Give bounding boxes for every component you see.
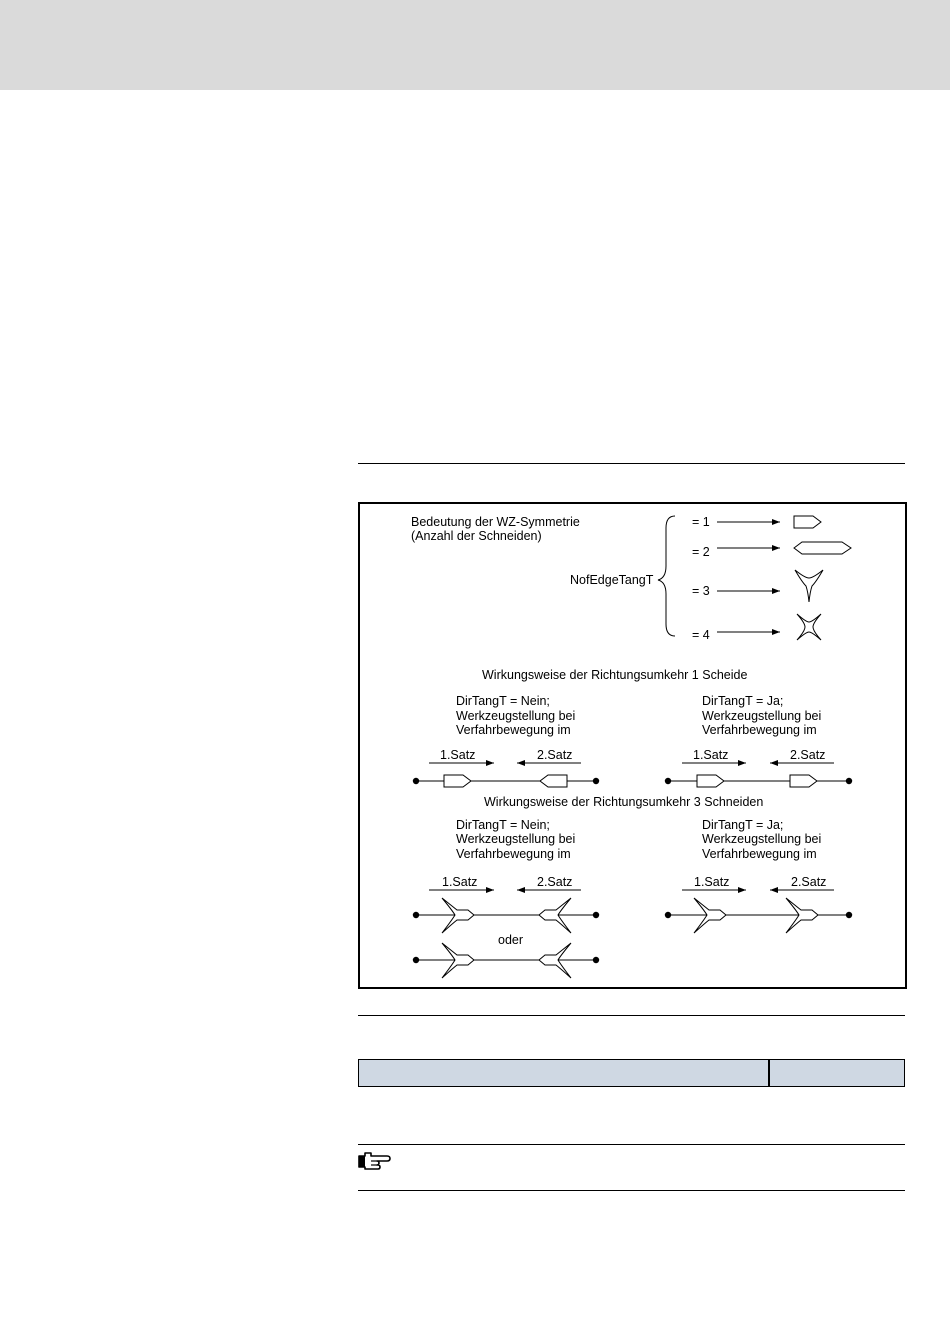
table-header-row	[358, 1059, 905, 1087]
block-1-label: 1.Satz	[693, 748, 729, 762]
right-caption-line-2: Werkzeugstellung bei	[702, 832, 822, 846]
tool-4-edge-icon	[797, 614, 821, 640]
block-2-label: 2.Satz	[790, 748, 826, 762]
option-2-label: = 2	[692, 545, 710, 559]
right-caption-line-1: DirTangT = Ja;	[702, 818, 784, 832]
block-1-label: 1.Satz	[694, 875, 730, 889]
page-header-band	[0, 0, 950, 90]
right-caption-line-2: Werkzeugstellung bei	[702, 709, 822, 723]
tool-1-edge-icon	[794, 516, 821, 528]
left-caption-line-1: DirTangT = Nein;	[456, 694, 550, 708]
brace	[658, 516, 675, 636]
left-caption-line-1: DirTangT = Nein;	[456, 818, 550, 832]
tool-2-edge-icon	[794, 542, 851, 554]
option-4-label: = 4	[692, 628, 710, 642]
right-caption-line-1: DirTangT = Ja;	[702, 694, 784, 708]
left-caption-line-2: Werkzeugstellung bei	[456, 709, 576, 723]
param-name: NofEdgeTangT	[570, 573, 654, 587]
rule-note-bottom	[358, 1190, 905, 1191]
right-caption-line-3: Verfahrbewegung im	[702, 847, 817, 861]
figure-frame	[358, 502, 907, 989]
option-1-label: = 1	[692, 515, 710, 529]
block-2-label: 2.Satz	[537, 748, 573, 762]
symmetry-subtitle: (Anzahl der Schneiden)	[411, 529, 542, 543]
symmetry-title: Bedeutung der WZ-Symmetrie	[411, 515, 580, 529]
block-2-label: 2.Satz	[791, 875, 827, 889]
rule-below-figure	[358, 1015, 905, 1016]
section-1-title: Wirkungsweise der Richtungsumkehr 1 Scheide	[482, 668, 748, 682]
section-2-title: Wirkungsweise der Richtungsumkehr 3 Schneiden	[484, 795, 764, 809]
or-label: oder	[498, 933, 524, 947]
block-1-label: 1.Satz	[440, 748, 476, 762]
option-3-label: = 3	[692, 584, 710, 598]
table-header-cell-right	[770, 1060, 904, 1086]
tool-3-edge-icon	[795, 570, 823, 602]
rule-note-top	[358, 1144, 905, 1145]
diagram-2-right	[668, 890, 849, 915]
block-2-label: 2.Satz	[537, 875, 573, 889]
left-caption-line-2: Werkzeugstellung bei	[456, 832, 576, 846]
block-1-label: 1.Satz	[442, 875, 478, 889]
diagram-1-left	[416, 763, 596, 781]
rule-top	[358, 463, 905, 464]
right-caption-line-3: Verfahrbewegung im	[702, 723, 817, 737]
left-caption-line-3: Verfahrbewegung im	[456, 847, 571, 861]
diagram-1-right	[668, 763, 849, 781]
left-caption-line-3: Verfahrbewegung im	[456, 723, 571, 737]
pointing-hand-icon	[357, 1151, 391, 1171]
